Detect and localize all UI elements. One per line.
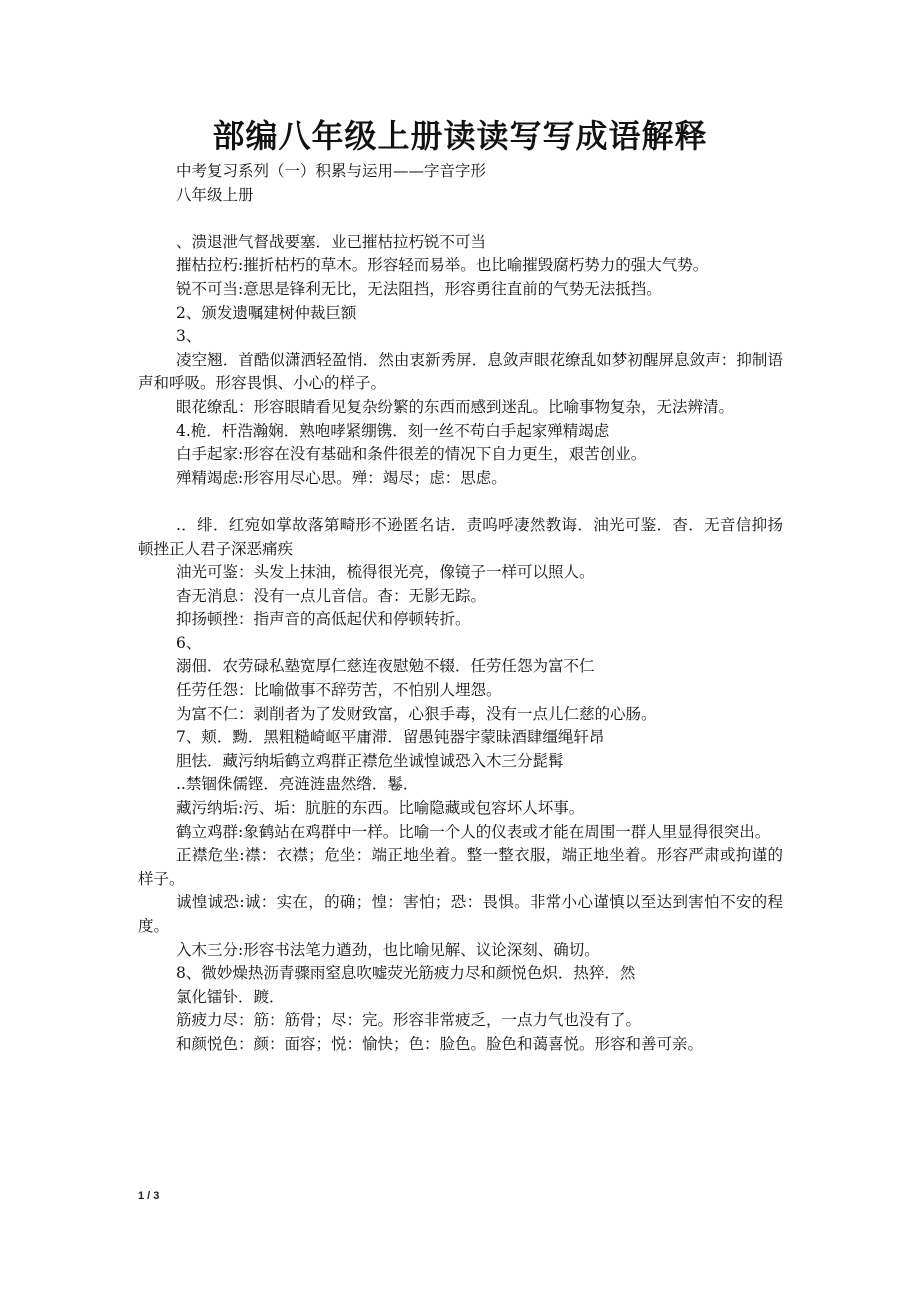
text-line: 4.桅．杆浩瀚娴．熟咆哮紧绷镌．刻一丝不苟白手起家殚精竭虑 [176,421,610,440]
page-indicator: 1 / 3 [138,1190,160,1202]
document-body [138,160,783,1057]
blank-line [138,207,783,231]
text-line: 8、微妙燥热沥青骤雨窒息吹嘘荧光筋疲力尽和颜悦色炽．热猝．然 [176,964,636,983]
text-line: 胆怯．藏污纳垢鹤立鸡群正襟危坐诚惶诚恐入木三分髭髯 [176,751,564,770]
text-line: 杳无消息：没有一点儿音信。杳：无影无踪。 [176,586,487,605]
text-line: 鹤立鸡群:象鹤站在鸡群中一样。比喻一个人的仪表或才能在周围一群人里显得很突出。 [176,822,771,841]
text-line: 和颜悦色：颜：面容；悦：愉快；色：脸色。脸色和蔼喜悦。形容和善可亲。 [176,1034,704,1053]
text-line: 中考复习系列（一）积累与运用——字音字形 [176,162,487,180]
text-line: 6、 [176,633,202,652]
document-title: 部编八年级上册读读写写成语解释 [212,117,708,155]
text-line: 为富不仁：剥削者为了发财致富，心狠手毒，没有一点儿仁慈的心肠。 [176,704,657,723]
text-line: 藏污纳垢:污、垢：肮脏的东西。比喻隐藏或包容坏人坏事。 [176,799,585,818]
text-line: 油光可鉴：头发上抹油，梳得很光亮，像镜子一样可以照人。 [176,563,595,582]
text-line: 2、颁发遗嘱建树仲裁巨额 [176,303,357,322]
text-line: 殚精竭虑:形容用尽心思。殚：竭尽；虑：思虑。 [176,468,507,487]
text-line: 7、颊．黝．黑粗糙崎岖平庸滞．留愚钝器宇蒙昧酒肆缰绳轩昂 [176,728,605,747]
text-line: 筋疲力尽：筋：筋骨；尽：完。形容非常疲乏，一点力气也没有了。 [176,1011,642,1030]
text-line: 诚惶诚恐:诚：实在，的确；惶：害怕；恐：畏惧。非常小心谨慎以至达到害怕不安的程度。 [138,893,783,935]
text-line: 正襟危坐:襟：衣襟；危坐：端正地坐着。整一整衣服，端正地坐着。形容严肃或拘谨的样子。 [138,846,783,888]
text-line: 入木三分:形容书法笔力遒劲，也比喻见解、议论深刻、确切。 [176,940,600,959]
text-line: 凌空翘．首酷似潇洒轻盈悄．然由衷新秀屏．息敛声眼花缭乱如梦初醒屏息敛声：抑制语声和呼吸。形容畏惧、小心的样子。 [138,350,783,393]
text-line: ..禁锢侏儒铿．亮涟涟蛊然绺．鬈． [176,775,419,794]
text-line: 、溃退泄气督战要塞．业已摧枯拉朽锐不可当 [176,232,487,251]
text-line: 眼花缭乱：形容眼睛看见复杂纷繁的东西而感到迷乱。比喻事物复杂，无法辨清。 [176,397,735,416]
text-line: 任劳任怨：比喻做事不辞劳苦，不怕别人埋怨。 [176,681,502,700]
blank-line [138,490,783,514]
text-line: 3、 [176,327,202,346]
text-line: 抑扬顿挫：指声音的高低起伏和停顿转折。 [176,610,471,629]
text-line: 白手起家:形容在没有基础和条件很差的情况下自力更生，艰苦创业。 [176,445,647,464]
text-line: 锐不可当:意思是锋利无比，无法阻挡，形容勇往直前的气势无法抵挡。 [176,279,662,298]
text-line: 溺佃．农劳碌私塾宽厚仁慈连夜慰勉不辍．任劳任怨为富不仁 [176,657,595,676]
text-line: .．绯．红宛如掌故落第畸形不逊匿名诘．责呜呼凄然教诲．油光可鉴．杳．无音信抑扬顿挫正人君子深恶痛疾 [138,515,783,558]
text-line: 氯化镭钋．踱． [176,987,285,1006]
text-line: 八年级上册 [176,185,254,204]
text-line: 摧枯拉朽:摧折枯朽的草木。形容轻而易举。也比喻摧毁腐朽势力的强大气势。 [176,256,709,275]
